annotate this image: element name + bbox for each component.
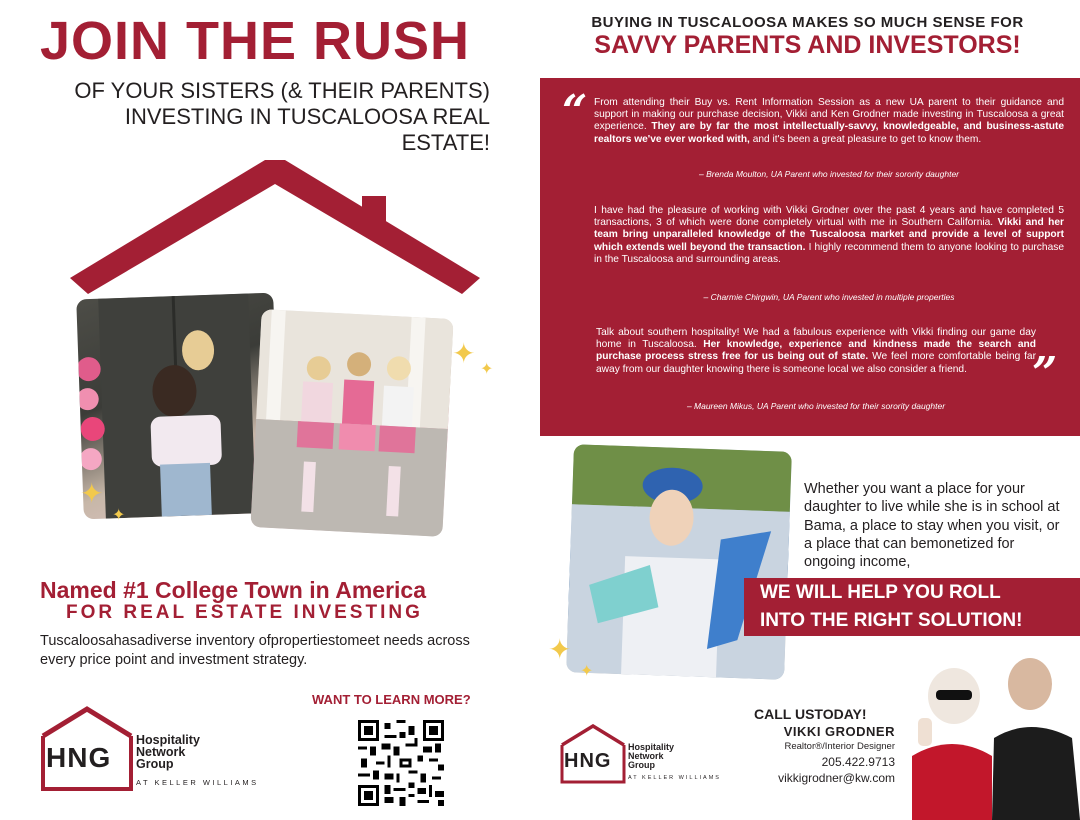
sorority-photo-2 — [250, 309, 453, 537]
whether-paragraph: Whether you want a place for your daughter to live while she is in school at Bama, a place to stay when you visit, or a place that can bemonetized for ongoing income, — [804, 481, 1060, 571]
call-us-today: CALL USTODAY! — [754, 706, 867, 722]
close-quote-icon: ” — [1032, 348, 1058, 399]
logo-line2: Network — [628, 751, 664, 761]
logo-tagline: AT KELLER WILLIAMS — [628, 775, 721, 781]
testimonial-1-text: From attending their Buy vs. Rent Information Session as a new UA parent to their guidance and support in making our purchase decision, Vikki and Ken Grodner made investing in Tuscaloosa a great experience. They are by far the most intellectually-savvy, knowledgeable, and business-astute realtors we've ever worked with, and it's been a great pleasure to get to know them. — [594, 97, 1064, 145]
hng-logo-mark: HNG — [46, 742, 112, 773]
headline-sub-line1: OF YOUR SISTERS (& THEIR PARENTS) — [74, 78, 490, 103]
sparkle-icon: ✦ — [580, 663, 594, 680]
named-body: Tuscaloosahasadiverse inventory ofpropertiestomeet needs across every price point and investment strategy. — [40, 633, 470, 668]
agent-name: VIKKI GRODNER — [783, 724, 895, 739]
sparkle-icon: ✦ — [480, 361, 494, 378]
testimonial-3-text: Talk about southern hospitality! We had a fabulous experience with Vikki finding our game day home in Tuscaloosa. Her knowledge, experience and kindness made the search and purchase process stress free for us being out of state. We feel more comfortable being far away from our daughter knowing there is someone local we also consider a friend. — [596, 327, 1036, 375]
logo-line3: Group — [628, 760, 655, 770]
hng-logo-mark: HNG — [564, 750, 612, 772]
right-title: SAVVY PARENTS AND INVESTORS! — [594, 31, 1021, 59]
named-subtitle: FOR REAL ESTATE INVESTING — [66, 602, 423, 623]
sparkle-icon: ✦ — [452, 338, 476, 369]
banner-line2: INTO THE RIGHT SOLUTION! — [760, 610, 1023, 631]
logo-line3: Group — [136, 757, 174, 771]
sorority-photo-1 — [76, 293, 281, 520]
logo-line2: Network — [136, 745, 186, 759]
agent-title: Realtor®/Interior Designer — [784, 741, 895, 752]
headline-sub-line2: INVESTING IN TUSCALOOSA REAL ESTATE! — [124, 104, 490, 155]
logo-line1: Hospitality — [628, 742, 675, 752]
hng-logo-small — [560, 724, 740, 790]
sparkle-icon: ✦ — [80, 478, 104, 509]
named-title: Named #1 College Town in America — [40, 577, 426, 603]
house-roof-icon — [70, 160, 480, 300]
sparkle-icon: ✦ — [112, 507, 126, 524]
logo-tagline: AT KELLER WILLIAMS — [136, 778, 259, 787]
want-to-learn-more: WANT TO LEARN MORE? — [312, 692, 471, 707]
hng-logo — [40, 706, 280, 796]
roll-banner — [744, 578, 1080, 636]
agent-email[interactable]: vikkigrodner@kw.com — [778, 771, 895, 785]
testimonial-3-author: – Maureen Mikus, UA Parent who invested for their sorority daughter — [686, 401, 946, 411]
agents-photo — [902, 646, 1080, 820]
right-kicker: BUYING IN TUSCALOOSA MAKES SO MUCH SENSE FOR — [591, 14, 1024, 31]
testimonial-1-author: – Brenda Moulton, UA Parent who invested for their sorority daughter — [698, 169, 960, 179]
agent-phone[interactable]: 205.422.9713 — [821, 755, 895, 769]
sparkle-icon: ✦ — [548, 634, 572, 665]
testimonials-panel — [540, 78, 1080, 436]
open-quote-icon: “ — [562, 86, 588, 137]
banner-line1: WE WILL HELP YOU ROLL — [760, 582, 1001, 603]
logo-line1: Hospitality — [136, 733, 200, 747]
headline: JOIN THE RUSH — [40, 11, 471, 71]
testimonial-2-text: I have had the pleasure of working with Vikki Grodner over the past 4 years and have completed 5 transactions, 3 of which were done completely virtual with me in Southern California. Vikki and her team bring unparalleled knowledge of the Tuscaloosa market and provide a level of support which extends well beyond the transaction. I highly recommend them to anyone looking to purchase in the Tuscaloosa and surrounding areas. — [594, 205, 1064, 265]
testimonial-2-author: – Charmie Chirgwin, UA Parent who invested in multiple properties — [703, 292, 955, 302]
qr-code-icon[interactable] — [358, 720, 444, 806]
football-fan-photo — [566, 444, 792, 679]
